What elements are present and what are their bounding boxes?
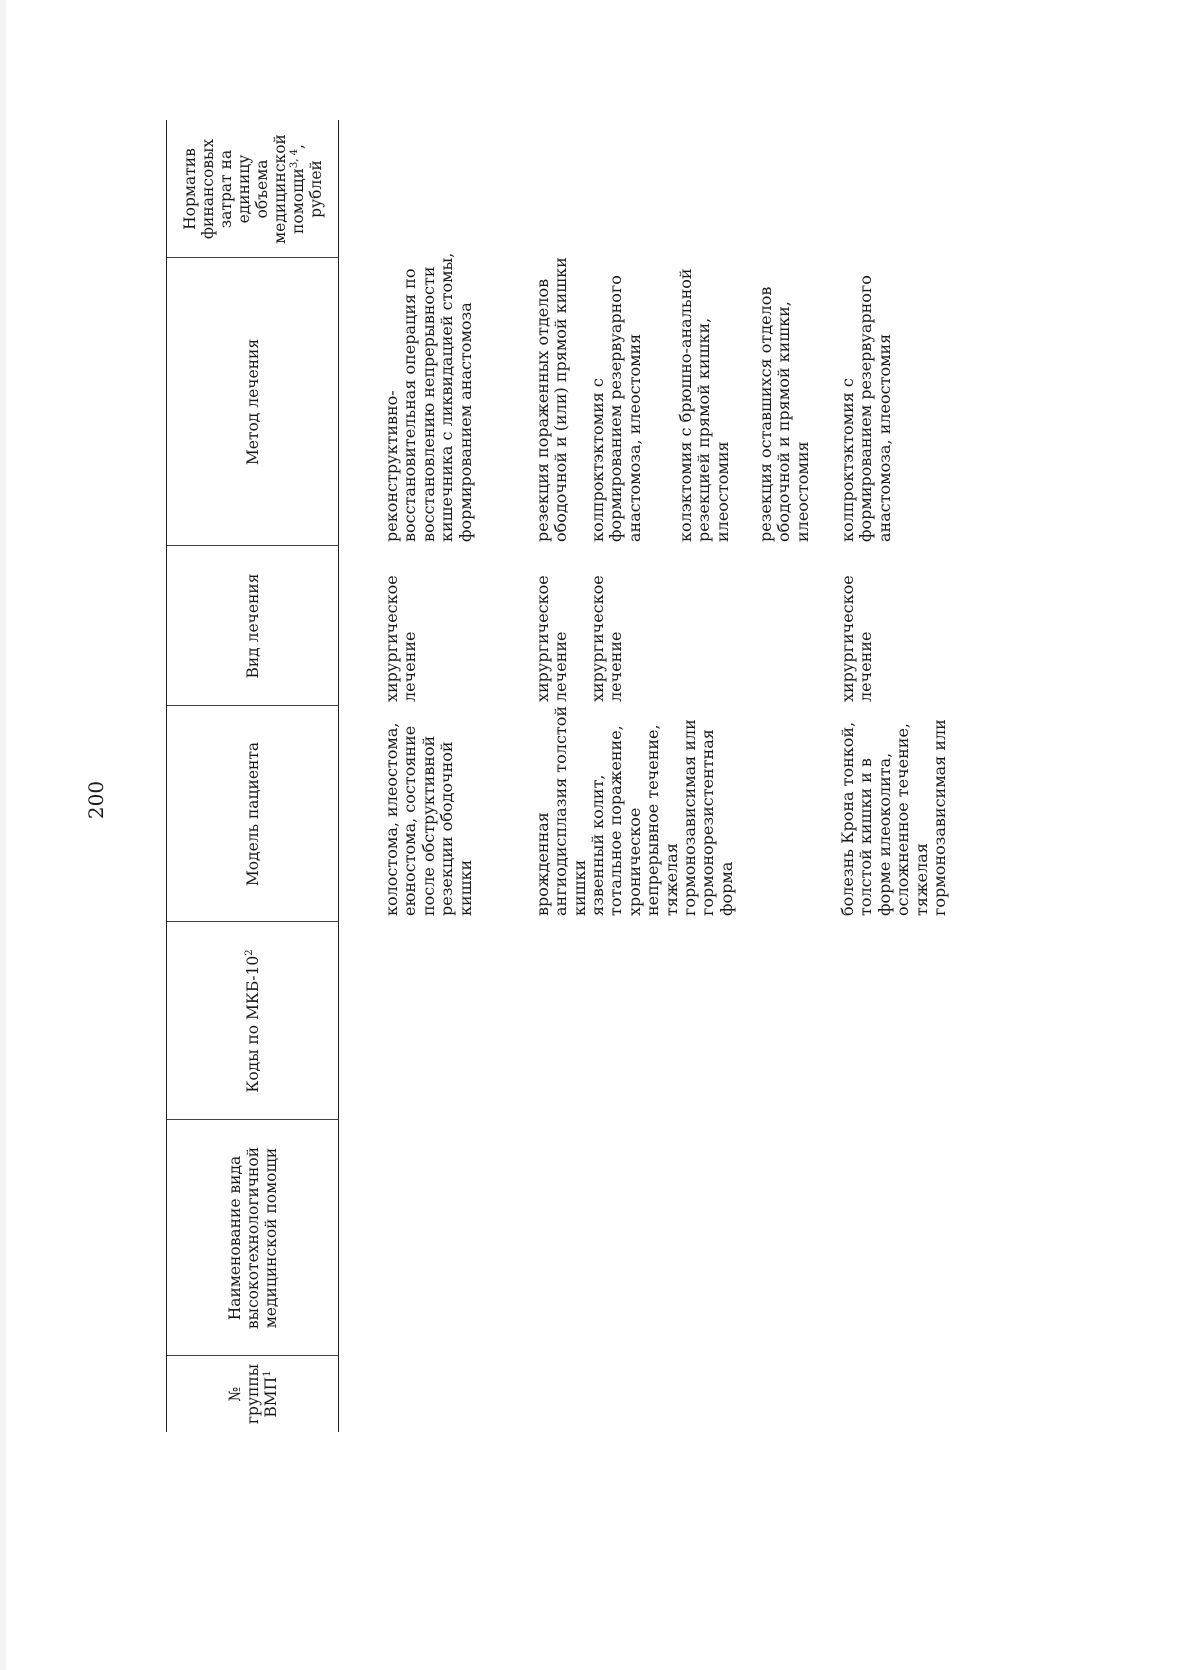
vmp-table	[166, 120, 950, 1432]
header-group-no: № группы ВМП$^1$	[225, 1363, 280, 1425]
treatment-method-cell: колпроктэктомия с формированием резервуарного анастомоза, илеостомия	[588, 275, 644, 542]
scan-edge	[0, 0, 6, 1670]
header-care-name: Наименование вида высокотехнологичной медицинской помощи	[225, 1146, 280, 1330]
patient-model-cell: болезнь Крона тонкой, толстой кишки и в форме илеоколита, осложненное течение, тяжелая гормонозависимая или	[838, 719, 950, 916]
treatment-method-cell: резекция пораженных отделов ободочной и (или) прямой кишки	[533, 257, 571, 542]
treatment-type-cell: хирургическое лечение	[533, 575, 571, 702]
table-header	[166, 120, 339, 1432]
header-icd-codes: Коды по МКБ-$10^2$	[243, 949, 262, 1093]
header-treatment-method: Метод лечения	[243, 338, 262, 466]
treatment-method-cell: реконструктивно-восстановительная операция по восстановлению непрерывности кишечника с ликвидацией стомы, формированием анастомоза	[382, 252, 475, 542]
treatment-method-cell: колэктомия с брюшно-анальной резекцией прямой кишки, илеостомия	[676, 268, 732, 542]
patient-model-cell: язвенный колит, тотальное поражение, хроническое непрерывное течение, тяжелая гормонозависимая или гормонорезистентная форма	[588, 719, 736, 916]
treatment-method-cell: колпроктэктомия с формированием резервуарного анастомоза, илеостомия	[838, 275, 894, 542]
treatment-method-cell: резекция оставшихся отделов ободочной и прямой кишки, илеостомия	[756, 286, 812, 542]
treatment-type-cell: хирургическое лечение	[838, 575, 876, 702]
header-treatment-type: Вид лечения	[243, 573, 262, 679]
treatment-type-cell: хирургическое лечение	[382, 575, 420, 702]
treatment-type-cell: хирургическое лечение	[588, 575, 626, 702]
page-number: 200	[84, 780, 108, 820]
header-patient-model: Модель пациента	[243, 741, 262, 887]
patient-model-cell: колостома, илеостома, еюностома, состояние после обструктивной резекции ободочной кишки	[382, 722, 475, 916]
patient-model-cell: врожденная ангиодисплазия толстой кишки	[533, 705, 589, 916]
header-cost-norm: Норматив финансовых затрат на единицу объема медицинской помощи$^{3, 4}$, рублей	[180, 134, 325, 244]
rotated-table-sheet	[166, 120, 950, 1432]
